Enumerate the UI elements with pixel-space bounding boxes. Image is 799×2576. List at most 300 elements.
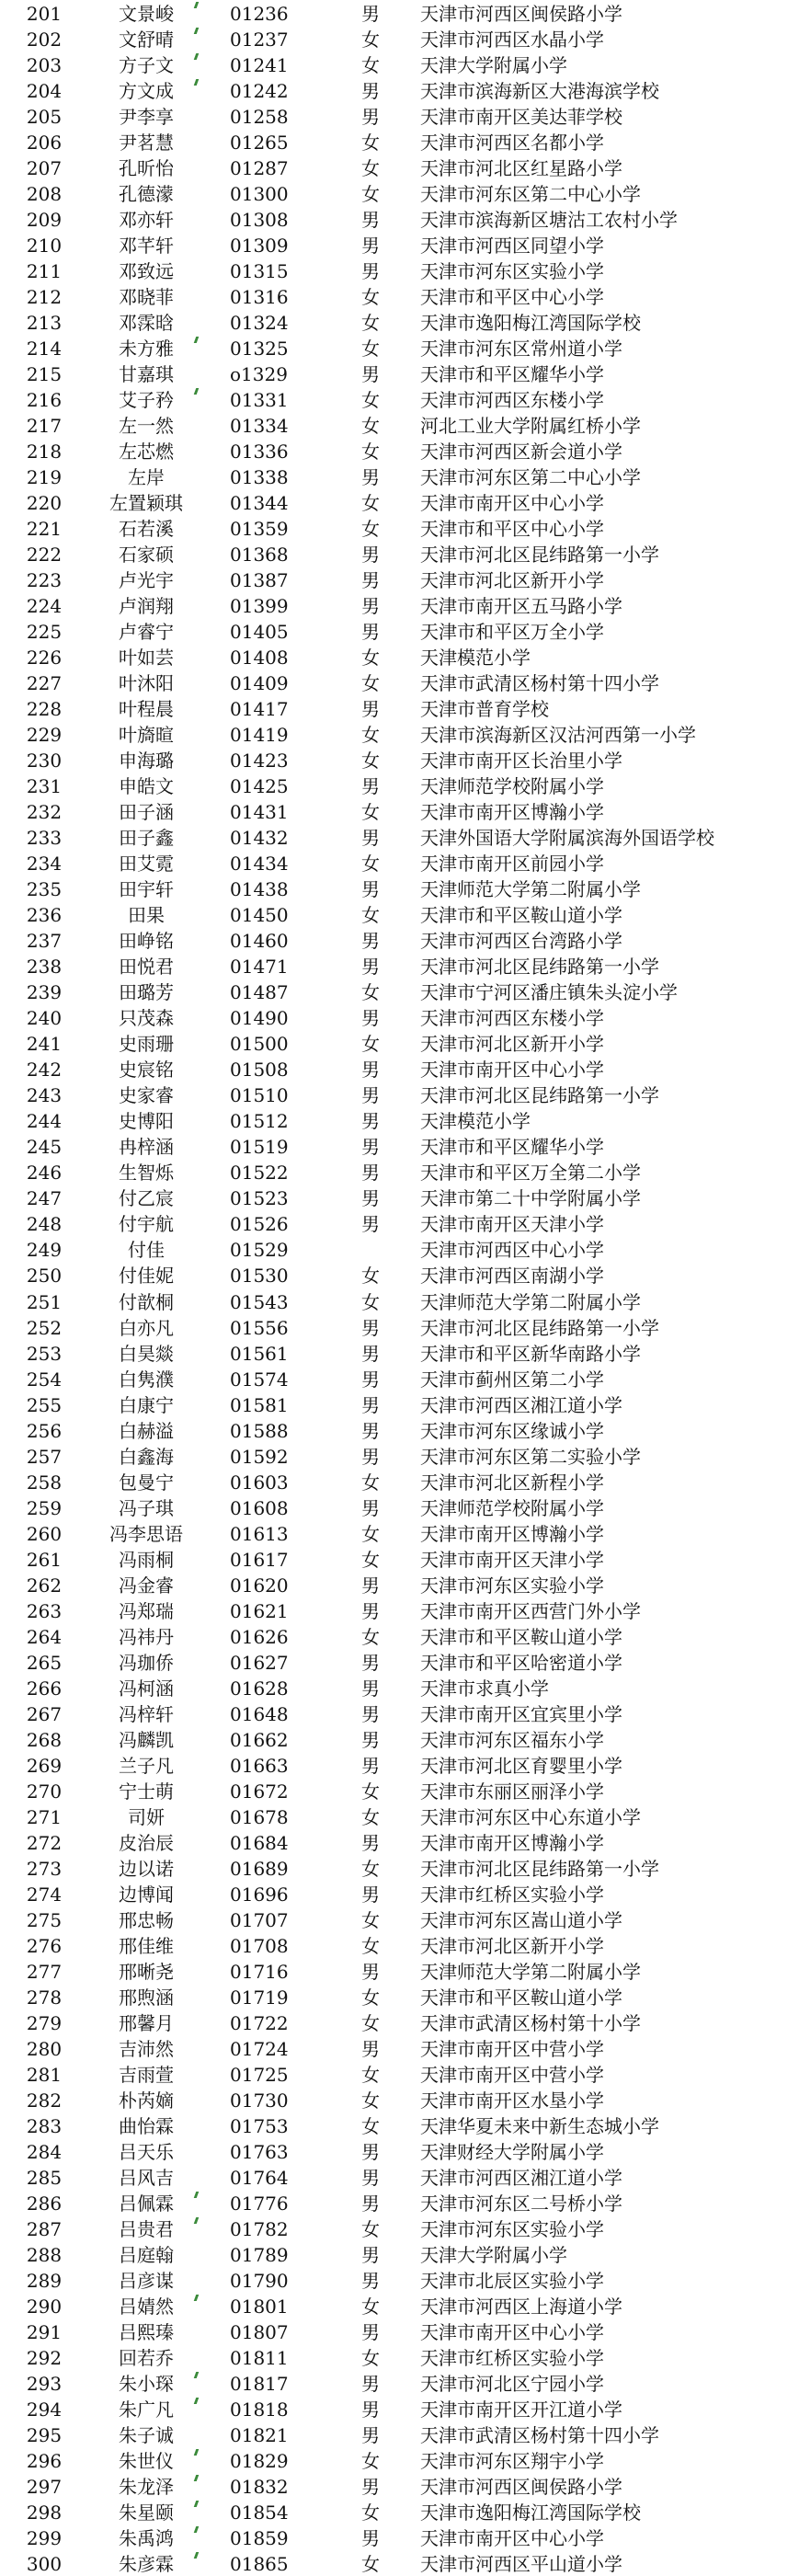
row-number: 240 <box>26 1007 63 1030</box>
row-number: 238 <box>26 956 63 979</box>
table-row <box>0 2190 799 2215</box>
school-name: 天津市南开区西营门外小学 <box>420 1599 641 1622</box>
school-name: 天津市逸阳梅江湾国际学校 <box>420 2501 641 2524</box>
student-gender: 男 <box>361 3 380 25</box>
table-row <box>0 1469 799 1494</box>
student-gender: 男 <box>361 2475 380 2498</box>
student-name: 朱彦霖 <box>119 2552 174 2575</box>
student-id: 01308 <box>230 209 289 232</box>
row-number: 253 <box>26 1342 63 1365</box>
row-number: 279 <box>26 2011 63 2034</box>
student-gender: 女 <box>361 853 380 876</box>
student-gender: 男 <box>361 2037 380 2060</box>
row-number: 294 <box>26 2398 63 2421</box>
student-gender: 女 <box>361 1625 380 1648</box>
table-row <box>0 2112 799 2138</box>
student-id: 01648 <box>230 1702 289 1725</box>
table-row <box>0 180 799 206</box>
student-gender: 男 <box>361 956 380 979</box>
school-name: 天津市逸阳梅江湾国际学校 <box>420 312 641 335</box>
school-name: 天津市河东区实验小学 <box>420 2217 604 2240</box>
student-id: 01603 <box>230 1471 289 1494</box>
student-gender: 女 <box>361 1908 380 1931</box>
student-id: 01487 <box>230 981 289 1004</box>
school-name: 天津市河东区翔宇小学 <box>420 2449 604 2472</box>
table-row <box>0 1984 799 2009</box>
school-name: 天津财经大学附属小学 <box>420 2140 604 2163</box>
school-name: 天津市河西区东楼小学 <box>420 389 604 412</box>
row-number: 291 <box>26 2320 63 2343</box>
row-number: 230 <box>26 750 63 773</box>
student-gender: 男 <box>361 2243 380 2266</box>
row-number: 234 <box>26 853 63 876</box>
table-row <box>0 1417 799 1443</box>
table-row <box>0 1778 799 1803</box>
school-name: 天津市南开区天津小学 <box>420 1213 604 1236</box>
table-row <box>0 1855 799 1881</box>
student-gender: 男 <box>361 1651 380 1674</box>
student-gender: 男 <box>361 1754 380 1777</box>
student-id: 01405 <box>230 621 289 644</box>
student-name: 方文成 <box>119 80 174 103</box>
student-gender: 男 <box>361 1059 380 1082</box>
student-id: 01626 <box>230 1625 289 1648</box>
row-number: 231 <box>26 775 63 798</box>
student-name: 白康宁 <box>119 1393 174 1416</box>
student-gender: 女 <box>361 2552 380 2575</box>
row-number: 286 <box>26 2192 63 2215</box>
student-id: 01425 <box>230 775 289 798</box>
student-gender: 女 <box>361 2295 380 2318</box>
student-gender: 男 <box>361 1883 380 1906</box>
student-name: 皮治辰 <box>119 1831 174 1854</box>
student-name: 只茂森 <box>119 1007 174 1030</box>
cell-comment-marker <box>194 388 200 395</box>
table-row <box>0 747 799 773</box>
table-row <box>0 927 799 953</box>
student-gender: 女 <box>361 441 380 464</box>
school-name: 天津市宁河区潘庄镇朱头淀小学 <box>420 981 678 1004</box>
school-name: 天津市和平区中心小学 <box>420 518 604 541</box>
school-name: 天津市河西区东楼小学 <box>420 1007 604 1030</box>
school-name: 天津市河东区实验小学 <box>420 260 604 283</box>
student-id: 01722 <box>230 2011 289 2034</box>
table-row <box>0 2344 799 2370</box>
school-name: 河北工业大学附属红桥小学 <box>420 415 641 438</box>
student-gender: 男 <box>361 1213 380 1236</box>
student-id: 01500 <box>230 1033 289 1056</box>
student-id: 01801 <box>230 2295 289 2318</box>
table-row <box>0 26 799 52</box>
table-row <box>0 1520 799 1546</box>
student-gender: 男 <box>361 235 380 258</box>
student-id: 01543 <box>230 1290 289 1313</box>
student-gender: 女 <box>361 132 380 155</box>
student-gender: 女 <box>361 904 380 927</box>
table-row <box>0 2035 799 2061</box>
student-name: 白隽濮 <box>119 1368 174 1391</box>
student-id: 01399 <box>230 595 289 618</box>
school-name: 天津市河东区常州道小学 <box>420 338 622 361</box>
table-row <box>0 592 799 618</box>
school-name: 天津市河西区闽侯路小学 <box>420 2475 622 2498</box>
student-name: 吕熙瑧 <box>119 2320 174 2343</box>
row-number: 223 <box>26 569 63 592</box>
table-row <box>0 2524 799 2550</box>
row-number: 221 <box>26 518 63 541</box>
student-gender: 男 <box>361 1393 380 1416</box>
row-number: 275 <box>26 1908 63 1931</box>
row-number: 233 <box>26 827 63 850</box>
school-name: 天津市红桥区实验小学 <box>420 1883 604 1906</box>
student-id: 01419 <box>230 724 289 747</box>
student-gender: 男 <box>361 1084 380 1107</box>
table-row <box>0 412 799 438</box>
student-id: 01315 <box>230 260 289 283</box>
table-row <box>0 1597 799 1623</box>
student-gender: 女 <box>361 54 380 77</box>
table-row <box>0 309 799 335</box>
student-id: 01423 <box>230 750 289 773</box>
student-name: 朱子诚 <box>119 2423 174 2446</box>
student-gender: 男 <box>361 1110 380 1133</box>
school-name: 天津市南开区前园小学 <box>420 853 604 876</box>
school-name: 天津市南开区美达菲学校 <box>420 106 622 129</box>
student-gender: 男 <box>361 2526 380 2549</box>
school-name: 天津市南开区中心小学 <box>420 2320 604 2343</box>
student-name: 申海璐 <box>119 750 174 773</box>
school-name: 天津市和平区鞍山道小学 <box>420 1986 622 2009</box>
student-name: 叶如芸 <box>119 647 174 670</box>
school-name: 天津市南开区开江道小学 <box>420 2398 622 2421</box>
student-name: 史宸铭 <box>119 1059 174 1082</box>
student-gender: 男 <box>361 1960 380 1983</box>
row-number: 217 <box>26 415 63 438</box>
table-row <box>0 2164 799 2190</box>
school-name: 天津市河北区昆纬路第一小学 <box>420 1084 659 1107</box>
row-number: 261 <box>26 1548 63 1571</box>
student-id: 01490 <box>230 1007 289 1030</box>
student-name: 冯子琪 <box>119 1496 174 1519</box>
row-number: 232 <box>26 801 63 824</box>
student-name: 左一然 <box>119 415 174 438</box>
table-row <box>0 335 799 361</box>
school-name: 天津市河东区二号桥小学 <box>420 2192 622 2215</box>
student-gender: 男 <box>361 2398 380 2421</box>
row-number: 250 <box>26 1265 63 1288</box>
student-gender: 女 <box>361 1471 380 1494</box>
table-row <box>0 515 799 541</box>
student-id: 01338 <box>230 466 289 489</box>
student-name: 宁士萌 <box>119 1780 174 1803</box>
student-gender: 女 <box>361 286 380 309</box>
student-name: 吕庭翰 <box>119 2243 174 2266</box>
school-name: 天津市河北区新开小学 <box>420 1934 604 1957</box>
table-row <box>0 1443 799 1469</box>
student-gender: 男 <box>361 1316 380 1339</box>
school-name: 天津市蓟州区第二小学 <box>420 1368 604 1391</box>
student-id: 01417 <box>230 698 289 721</box>
table-row <box>0 2499 799 2524</box>
student-id: 01450 <box>230 904 289 927</box>
student-id: 01242 <box>230 80 289 103</box>
student-name: 冯李思语 <box>109 1522 183 1545</box>
row-number: 224 <box>26 595 63 618</box>
table-row <box>0 1159 799 1185</box>
row-number: 239 <box>26 981 63 1004</box>
table-row <box>0 876 799 901</box>
student-gender: 女 <box>361 2501 380 2524</box>
student-name: 文景峻 <box>119 3 174 25</box>
student-name: 吉雨萱 <box>119 2063 174 2086</box>
student-gender: 男 <box>361 621 380 644</box>
table-row <box>0 77 799 103</box>
student-id: 01811 <box>230 2346 289 2369</box>
student-name: 冉梓涵 <box>119 1136 174 1159</box>
school-name: 天津市河西区湘江道小学 <box>420 2166 622 2189</box>
row-number: 229 <box>26 724 63 747</box>
student-gender: 女 <box>361 1805 380 1828</box>
row-number: 237 <box>26 930 63 953</box>
student-name: 回若乔 <box>119 2346 174 2369</box>
student-name: 孔德濛 <box>119 183 174 206</box>
table-row <box>0 2009 799 2035</box>
row-number: 300 <box>26 2552 63 2575</box>
table-row <box>0 1391 799 1417</box>
row-number: 290 <box>26 2295 63 2318</box>
school-name: 天津市和平区万全第二小学 <box>420 1162 641 1185</box>
student-id: 01753 <box>230 2114 289 2137</box>
table-row <box>0 2421 799 2447</box>
row-number: 243 <box>26 1084 63 1107</box>
school-name: 天津市东丽区丽泽小学 <box>420 1780 604 1803</box>
student-gender: 男 <box>361 1599 380 1622</box>
row-number: 205 <box>26 106 63 129</box>
student-name: 田子涵 <box>119 801 174 824</box>
school-name: 天津市南开区博瀚小学 <box>420 1522 604 1545</box>
school-name: 天津市河北区新开小学 <box>420 1033 604 1056</box>
row-number: 289 <box>26 2269 63 2292</box>
table-row <box>0 1340 799 1366</box>
row-number: 202 <box>26 29 63 51</box>
row-number: 262 <box>26 1574 63 1597</box>
row-number: 299 <box>26 2526 63 2549</box>
table-row <box>0 1675 799 1700</box>
school-name: 天津市和平区万全小学 <box>420 621 604 644</box>
table-row <box>0 824 799 850</box>
school-name: 天津市和平区新华南路小学 <box>420 1342 641 1365</box>
row-number: 246 <box>26 1162 63 1185</box>
school-name: 天津市南开区中营小学 <box>420 2037 604 2060</box>
row-number: 292 <box>26 2346 63 2369</box>
student-gender: 女 <box>361 415 380 438</box>
row-number: 287 <box>26 2217 63 2240</box>
student-name: 付宇航 <box>119 1213 174 1236</box>
student-id: 01662 <box>230 1728 289 1751</box>
table-row <box>0 2061 799 2087</box>
student-id: 01336 <box>230 441 289 464</box>
student-id: 01508 <box>230 1059 289 1082</box>
student-id: 01258 <box>230 106 289 129</box>
student-gender: 女 <box>361 518 380 541</box>
row-number: 244 <box>26 1110 63 1133</box>
school-name: 天津市滨海新区大港海滨学校 <box>420 80 659 103</box>
student-name: 孔昕怡 <box>119 157 174 180</box>
row-number: 235 <box>26 878 63 901</box>
school-name: 天津市南开区天津小学 <box>420 1548 604 1571</box>
school-name: 天津市河东区第二中心小学 <box>420 183 641 206</box>
row-number: 214 <box>26 338 63 361</box>
school-name: 天津市河东区实验小学 <box>420 1574 604 1597</box>
student-gender: 女 <box>361 1033 380 1056</box>
student-id: 01663 <box>230 1754 289 1777</box>
student-gender: 男 <box>361 2192 380 2215</box>
school-name: 天津市红桥区实验小学 <box>420 2346 604 2369</box>
student-id: 01617 <box>230 1548 289 1571</box>
student-name: 史雨珊 <box>119 1033 174 1056</box>
row-number: 254 <box>26 1368 63 1391</box>
student-id: o1329 <box>230 363 288 386</box>
row-number: 267 <box>26 1702 63 1725</box>
student-id: 01561 <box>230 1342 289 1365</box>
table-row <box>0 2293 799 2318</box>
cell-comment-marker <box>194 2 200 8</box>
student-id: 01265 <box>230 132 289 155</box>
school-name: 天津市南开区博瀚小学 <box>420 801 604 824</box>
student-name: 朱龙泽 <box>119 2475 174 2498</box>
student-id: 01716 <box>230 1960 289 1983</box>
student-gender: 男 <box>361 2423 380 2446</box>
row-number: 284 <box>26 2140 63 2163</box>
student-id: 01359 <box>230 518 289 541</box>
table-row <box>0 129 799 155</box>
table-row <box>0 1726 799 1752</box>
student-name: 卢润翔 <box>119 595 174 618</box>
school-name: 天津师范学校附属小学 <box>420 775 604 798</box>
student-name: 邓芊轩 <box>119 235 174 258</box>
row-number: 282 <box>26 2089 63 2112</box>
student-id: 01431 <box>230 801 289 824</box>
school-name: 天津市河北区宁园小学 <box>420 2372 604 2395</box>
student-name: 包曼宁 <box>119 1471 174 1494</box>
row-number: 276 <box>26 1934 63 1957</box>
student-name: 卢光宇 <box>119 569 174 592</box>
table-row <box>0 1107 799 1133</box>
row-number: 215 <box>26 363 63 386</box>
school-name: 天津师范大学第二附属小学 <box>420 1960 641 1983</box>
student-gender: 女 <box>361 981 380 1004</box>
school-name: 天津市河西区水晶小学 <box>420 29 604 51</box>
student-id: 01432 <box>230 827 289 850</box>
student-id: 01519 <box>230 1136 289 1159</box>
table-row <box>0 1881 799 1906</box>
table-row <box>0 1546 799 1572</box>
table-row <box>0 1262 799 1288</box>
student-id: 01471 <box>230 956 289 979</box>
student-id: 01790 <box>230 2269 289 2292</box>
table-row <box>0 979 799 1004</box>
student-id: 01526 <box>230 1213 289 1236</box>
row-number: 209 <box>26 209 63 232</box>
student-name: 邓霂晗 <box>119 312 174 335</box>
row-number: 297 <box>26 2475 63 2498</box>
school-name: 天津市河西区湘江道小学 <box>420 1393 622 1416</box>
school-name: 天津市南开区中心小学 <box>420 492 604 515</box>
row-number: 251 <box>26 1290 63 1313</box>
school-name: 天津市南开区长治里小学 <box>420 750 622 773</box>
student-id: 01592 <box>230 1445 289 1468</box>
table-row <box>0 1623 799 1649</box>
student-name: 左岸 <box>128 466 165 489</box>
cell-comment-marker <box>194 53 200 60</box>
table-row <box>0 52 799 77</box>
table-row <box>0 2087 799 2112</box>
table-row <box>0 438 799 464</box>
student-id: 01409 <box>230 672 289 695</box>
student-name: 邢忠畅 <box>119 1908 174 1931</box>
student-name: 未方雅 <box>119 338 174 361</box>
table-row <box>0 773 799 798</box>
school-name: 天津市河北区育婴里小学 <box>420 1754 622 1777</box>
student-name: 吕贵君 <box>119 2217 174 2240</box>
school-name: 天津市河西区台湾路小学 <box>420 930 622 953</box>
student-gender: 男 <box>361 363 380 386</box>
cell-comment-marker <box>194 28 200 34</box>
row-number: 273 <box>26 1857 63 1880</box>
student-id: 01237 <box>230 29 289 51</box>
student-name: 申皓文 <box>119 775 174 798</box>
student-name: 朱广凡 <box>119 2398 174 2421</box>
table-row <box>0 644 799 670</box>
row-number: 249 <box>26 1239 63 1262</box>
student-gender: 男 <box>361 698 380 721</box>
row-number: 270 <box>26 1780 63 1803</box>
student-gender: 女 <box>361 1857 380 1880</box>
student-gender: 男 <box>361 1831 380 1854</box>
student-name: 冯麟凯 <box>119 1728 174 1751</box>
school-name: 天津市河北区昆纬路第一小学 <box>420 1316 659 1339</box>
student-id: 01529 <box>230 1239 289 1262</box>
student-name: 石家硕 <box>119 544 174 567</box>
table-row <box>0 103 799 129</box>
student-name: 邓晓菲 <box>119 286 174 309</box>
school-name: 天津市南开区中心小学 <box>420 2526 604 2549</box>
school-name: 天津市河西区中心小学 <box>420 1239 604 1262</box>
student-gender: 男 <box>361 1368 380 1391</box>
cell-comment-marker <box>194 337 200 343</box>
school-name: 天津市求真小学 <box>420 1677 549 1700</box>
student-name: 尹茗慧 <box>119 132 174 155</box>
school-name: 天津市武清区杨村第十四小学 <box>420 2423 659 2446</box>
table-row <box>0 2318 799 2344</box>
school-name: 天津市南开区中营小学 <box>420 2063 604 2086</box>
row-number: 280 <box>26 2037 63 2060</box>
student-id: 01334 <box>230 415 289 438</box>
school-name: 天津师范大学第二附属小学 <box>420 1290 641 1313</box>
school-name: 天津师范学校附属小学 <box>420 1496 604 1519</box>
student-name: 甘嘉琪 <box>119 363 174 386</box>
table-row <box>0 155 799 180</box>
row-number: 210 <box>26 235 63 258</box>
table-row <box>0 1494 799 1520</box>
school-name: 天津市河东区中心东道小学 <box>420 1805 641 1828</box>
school-name: 天津市河西区平山道小学 <box>420 2552 622 2575</box>
student-id: 01438 <box>230 878 289 901</box>
row-number: 245 <box>26 1136 63 1159</box>
student-id: 01241 <box>230 54 289 77</box>
student-name: 邢晰尧 <box>119 1960 174 1983</box>
table-row <box>0 618 799 644</box>
